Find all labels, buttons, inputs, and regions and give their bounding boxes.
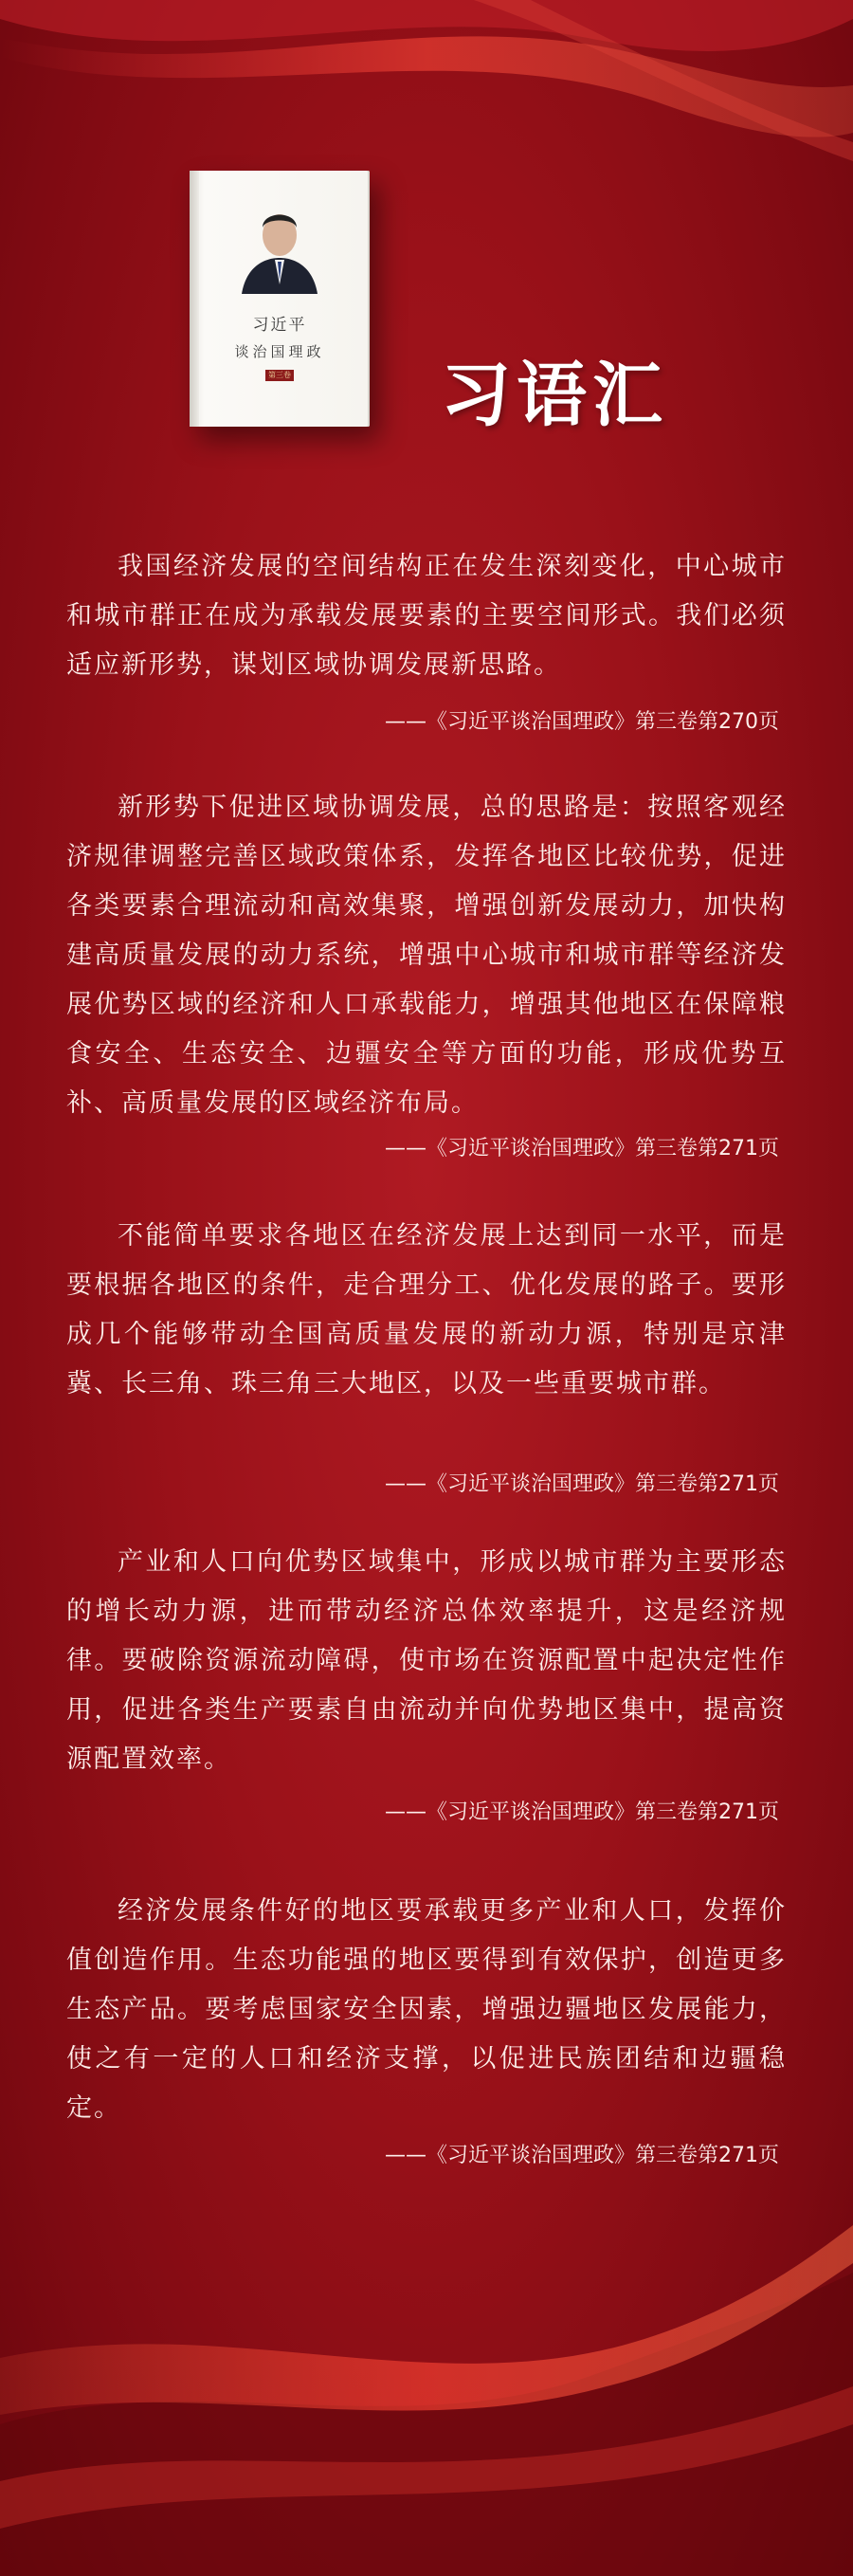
book-volume-label: 第三卷 [265, 370, 294, 381]
book-cover [190, 171, 370, 427]
book-title: 习近平 [252, 316, 307, 335]
quote-text: 我国经济发展的空间结构正在发生深刻变化，中心城市和城市群正在成为承载发展要素的主要空间形式。我们必须适应新形势，谋划区域协调发展新思路。 [66, 552, 787, 680]
author-portrait-image [237, 199, 322, 294]
top-silk-wave [0, 0, 853, 341]
quote-text: 经济发展条件好的地区要承载更多产业和人口，发挥价值创造作用。生态功能强的地区要得到有效保护，创造更多生态产品。要考虑国家安全因素，增强边疆地区发展能力，使之有一定的人口和经济支撑，以促进民族团结和边疆稳定。 [66, 1896, 787, 2123]
bottom-silk-wave [0, 2140, 853, 2576]
book-spine [190, 171, 199, 427]
quote-source: ——《习近平谈治国理政》第三卷第271页 [385, 1472, 779, 1496]
quote-source: ——《习近平谈治国理政》第三卷第270页 [385, 710, 779, 734]
quote-source: ——《习近平谈治国理政》第三卷第271页 [385, 1800, 779, 1824]
quote-source: ——《习近平谈治国理政》第三卷第271页 [385, 1137, 779, 1160]
quote-source: ——《习近平谈治国理政》第三卷第271页 [385, 2144, 779, 2167]
book-subtitle: 谈治国理政 [234, 343, 325, 360]
quote-text: 新形势下促进区域协调发展，总的思路是：按照客观经济规律调整完善区域政策体系，发挥各地区比较优势，促进各类要素合理流动和高效集聚，增强创新发展动力，加快构建高质量发展的动力系统，增强中心城市和城市群等经济发展优势区域的经济和人口承载能力，增强其他地区在保障粮食安全、生态安全、边疆安全等方面的功能，形成优势互补、高质量发展的区域经济布局。 [66, 793, 787, 1118]
column-title: 习语汇 [441, 355, 668, 436]
quote-text: 不能简单要求各地区在经济发展上达到同一水平，而是要根据各地区的条件，走合理分工、优化发展的路子。要形成几个能够带动全国高质量发展的新动力源，特别是京津冀、长三角、珠三角三大地区，以及一些重要城市群。 [66, 1221, 787, 1398]
quote-text: 产业和人口向优势区域集中，形成以城市群为主要形态的增长动力源，进而带动经济总体效率提升，这是经济规律。要破除资源流动障碍，使市场在资源配置中起决定性作用，促进各类生产要素自由流动并向优势地区集中，提高资源配置效率。 [66, 1547, 787, 1774]
